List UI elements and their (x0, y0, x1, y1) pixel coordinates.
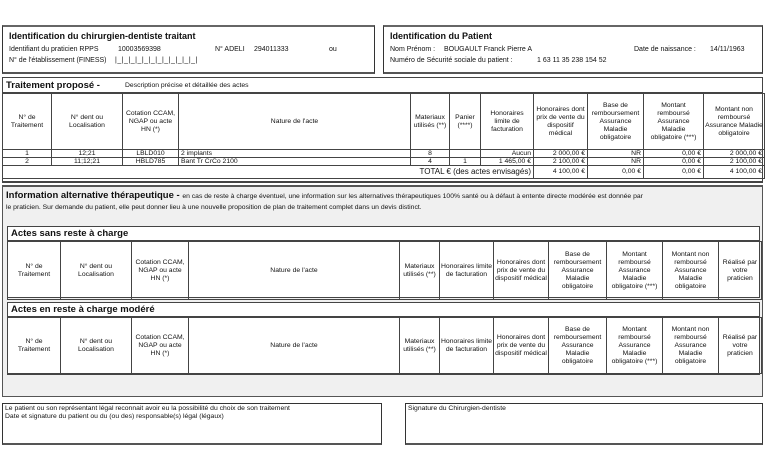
alternative-text-1: en cas de reste à charge éventuel, une information sur les alternatives thérapeutiques 100% santé ou à défaut à entente directe modérée est donnée par (182, 193, 643, 200)
naissance-label: Date de naissance : (634, 46, 696, 53)
cell-honoraires-limite: Aucun (481, 150, 534, 158)
adeli-label: N° ADELI (215, 46, 245, 53)
dentiste-signature-box[interactable] (405, 403, 763, 445)
nom-value: BOUGAULT Franck Pierre A (444, 46, 533, 53)
table-row (3, 158, 765, 166)
col-nature: Nature de l'acte (189, 318, 400, 374)
col-cotation: Cotation CCAM, NGAP ou acte HN (*) (132, 242, 189, 300)
sans-reste-title: Actes sans reste à charge (11, 228, 129, 239)
alternative-text-2: le praticien. Sur demande du patient, elle peut donner lieu à une nouvelle proposition de plan de traitement complet dans un devis distinct. (6, 204, 422, 211)
sans-reste-header-row (8, 242, 762, 300)
cell-dent: 12;21 (52, 150, 123, 158)
ou-label: ou (329, 46, 337, 53)
total-base: 0,00 € (588, 166, 644, 179)
col-cotation: Cotation CCAM, NGAP ou acte HN (*) (123, 94, 179, 150)
traitement-propose-section (2, 77, 763, 183)
secu-label: Numéro de Sécurité sociale du patient : (390, 57, 513, 64)
col-honoraires-prix: Honoraires dont prix de vente du dispositif médical (494, 318, 549, 374)
col-rembourse: Montant remboursé Assurance Maladie obligatoire (***) (644, 94, 704, 150)
cell-honoraires-prix: 2 000,00 € (534, 150, 588, 158)
patient-signature-label: Date et signature du patient ou du (ou des) responsable(s) légal (légaux) (5, 413, 224, 420)
total-honoraires-prix: 4 100,00 € (534, 166, 588, 179)
alternative-section (2, 185, 763, 397)
col-base: Base de remboursement Assurance Maladie obligatoire (549, 242, 607, 300)
col-rembourse: Montant remboursé Assurance Maladie obligatoire (***) (607, 242, 663, 300)
patient-title: Identification du Patient (390, 31, 493, 41)
col-materiaux: Materiaux utilisés (**) (400, 318, 440, 374)
reste-modere-title: Actes en reste à charge modéré (11, 304, 155, 315)
alternative-title-line (6, 190, 643, 201)
col-cotation: Cotation CCAM, NGAP ou acte HN (*) (132, 318, 189, 374)
reste-modere-table (7, 317, 762, 374)
finess-label: N° de l'établissement (FINESS) (9, 57, 107, 64)
sans-reste-section (7, 226, 760, 298)
col-num: N° de Traitement (8, 318, 61, 374)
total-rembourse: 0,00 € (644, 166, 704, 179)
total-label: TOTAL € (des actes envisagés) (3, 166, 534, 179)
col-materiaux: Materiaux utilisés (**) (400, 242, 440, 300)
traitement-header-row (3, 94, 765, 150)
alternative-title: Information alternative thérapeutique - (6, 190, 180, 201)
sans-reste-header (8, 227, 759, 241)
sans-reste-table (7, 241, 762, 300)
col-realise: Réalisé par votre praticien (719, 318, 762, 374)
col-dent: N° dent ou Localisation (61, 242, 132, 300)
col-base: Base de remboursement Assurance Maladie obligatoire (549, 318, 607, 374)
patient-signature-box[interactable] (2, 403, 382, 445)
col-dent: N° dent ou Localisation (61, 318, 132, 374)
cell-base: NR (588, 158, 644, 166)
traitement-title: Traitement proposé - (6, 80, 100, 91)
cell-materiaux: 8 (411, 150, 450, 158)
col-base: Base de remboursement Assurance Maladie obligatoire (588, 94, 644, 150)
cell-nature: Bant Tr CrCo 2100 (179, 158, 411, 166)
naissance-value: 14/11/1963 (710, 46, 745, 53)
total-row (3, 166, 765, 179)
cell-materiaux: 4 (411, 158, 450, 166)
cell-honoraires-limite: 1 465,00 € (481, 158, 534, 166)
reste-modere-header-row (8, 318, 762, 374)
patient-identification (383, 25, 763, 74)
rpps-label: Identifiant du praticien RPPS (9, 46, 99, 53)
traitement-subtitle: Description précise et détaillée des actes (125, 82, 249, 89)
col-panier: Panier (****) (450, 94, 481, 150)
cell-non-rembourse: 2 000,00 € (704, 150, 765, 158)
cell-panier (450, 150, 481, 158)
cell-non-rembourse: 2 100,00 € (704, 158, 765, 166)
dentiste-signature-label: Signature du Chirurgien-dentiste (408, 405, 506, 412)
col-dent: N° dent ou Localisation (52, 94, 123, 150)
praticien-identification (2, 25, 375, 74)
col-honoraires-limite: Honoraires limite de facturation (440, 242, 494, 300)
praticien-title: Identification du chirurgien-dentiste traitant (9, 31, 196, 41)
cell-num: 1 (3, 150, 52, 158)
cell-cotation: LBLD010 (123, 150, 179, 158)
cell-panier: 1 (450, 158, 481, 166)
table-row (3, 150, 765, 158)
col-non-rembourse: Montant non remboursé Assurance Maladie obligatoire (704, 94, 765, 150)
cell-num: 2 (3, 158, 52, 166)
cell-base: NR (588, 150, 644, 158)
finess-value: |_|_|_|_|_|_|_|_|_|_|_|_| (115, 57, 198, 64)
reste-modere-section (7, 302, 760, 375)
cell-dent: 11;12;21 (52, 158, 123, 166)
traitement-header (3, 78, 762, 93)
col-nature: Nature de l'acte (189, 242, 400, 300)
col-honoraires-prix: Honoraires dont prix de vente du dispositif médical (494, 242, 549, 300)
col-nature: Nature de l'acte (179, 94, 411, 150)
col-non-rembourse: Montant non remboursé Assurance Maladie obligatoire (663, 318, 719, 374)
col-rembourse: Montant remboursé Assurance Maladie obligatoire (***) (607, 318, 663, 374)
col-honoraires-limite: Honoraires limite de facturation (440, 318, 494, 374)
secu-value: 1 63 11 35 238 154 52 (537, 57, 607, 64)
cell-rembourse: 0,00 € (644, 150, 704, 158)
col-non-rembourse: Montant non remboursé Assurance Maladie obligatoire (663, 242, 719, 300)
col-num: N° de Traitement (8, 242, 61, 300)
total-non-rembourse: 4 100,00 € (704, 166, 765, 179)
col-num: N° de Traitement (3, 94, 52, 150)
cell-rembourse: 0,00 € (644, 158, 704, 166)
nom-label: Nom Prénom : (390, 46, 436, 53)
rpps-value: 10003569398 (118, 46, 161, 53)
traitement-table (2, 93, 765, 179)
cell-nature: 2 implants (179, 150, 411, 158)
cell-honoraires-prix: 2 100,00 € (534, 158, 588, 166)
col-honoraires-prix: Honoraires dont prix de vente du dispositif médical (534, 94, 588, 150)
adeli-value: 294011333 (254, 46, 289, 53)
patient-consent-text: Le patient ou son représentant légal reconnait avoir eu la possibilité du choix de son traitement (5, 405, 290, 412)
col-materiaux: Materiaux utilisés (**) (411, 94, 450, 150)
col-realise: Réalisé par votre praticien (719, 242, 762, 300)
cell-cotation: HBLD785 (123, 158, 179, 166)
reste-modere-header (8, 303, 759, 317)
col-honoraires-limite: Honoraires limite de facturation (481, 94, 534, 150)
